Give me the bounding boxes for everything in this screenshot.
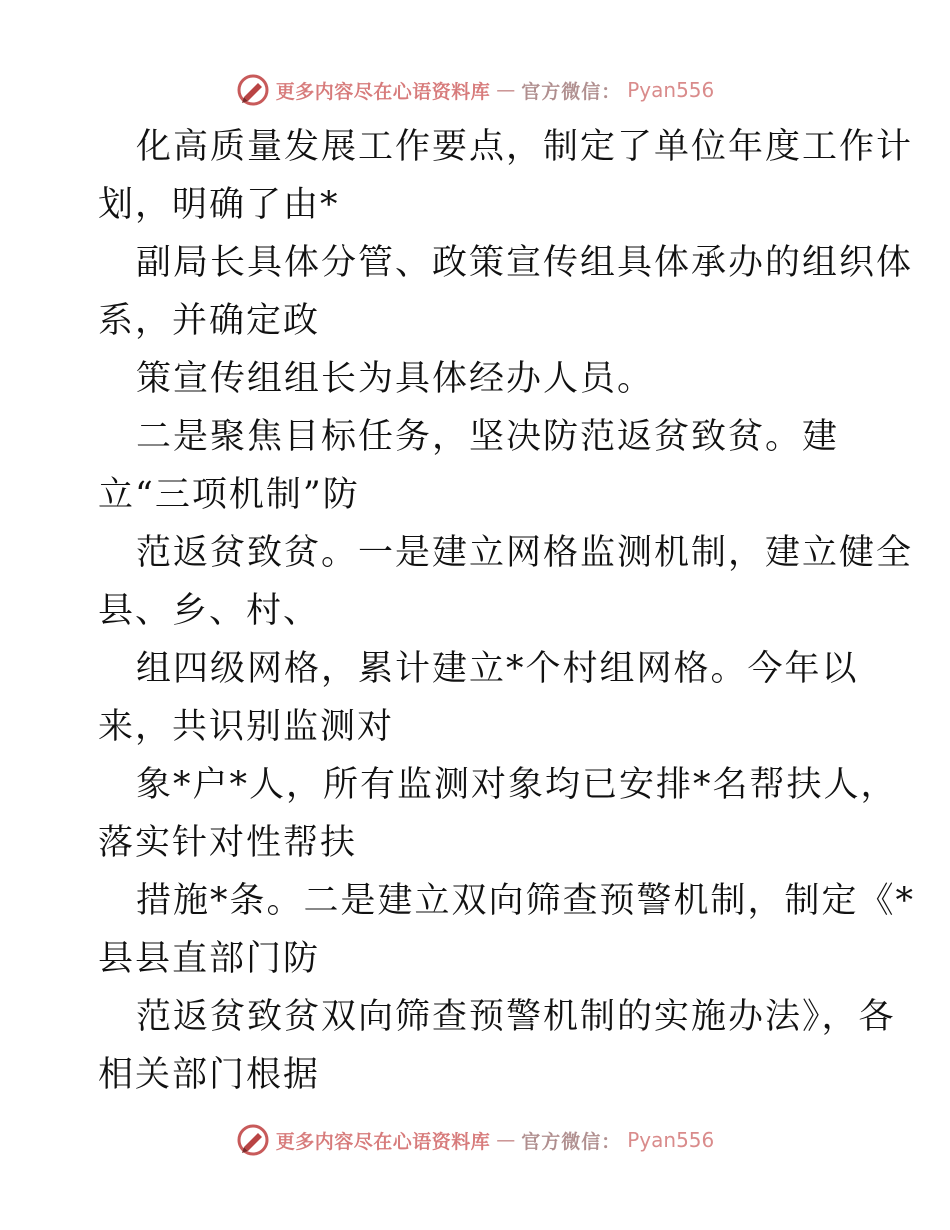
text-line: 组四级网格，累计建立*个村组网格。今年以 <box>136 649 859 689</box>
text-line: 范返贫致贫。一是建立网格监测机制，建立健全 <box>136 533 914 573</box>
text-line: 范返贫致贫双向筛查预警机制的实施办法》，各 <box>136 997 896 1037</box>
watermark-wechat-label: 官方微信： <box>521 1130 622 1153</box>
text-line: 系，并确定政 <box>98 301 321 341</box>
watermark-wechat-id: Pyan556 <box>627 1128 715 1152</box>
header-watermark <box>0 70 950 110</box>
watermark-main-text: 更多内容尽在心语资料库 <box>275 1130 491 1153</box>
text-line: 落实针对性帮扶 <box>98 823 358 863</box>
text-line: 立“三项机制”防 <box>98 475 360 515</box>
text-line: 县、乡、村、 <box>98 591 321 631</box>
watermark-wechat-label: 官方微信： <box>521 80 622 103</box>
text-line: 县县直部门防 <box>98 939 321 979</box>
text-line: 来，共识别监测对 <box>98 707 395 747</box>
text-line: 措施*条。二是建立双向筛查预警机制，制定《* <box>136 881 916 921</box>
pen-logo-icon <box>236 73 270 107</box>
watermark-separator: — <box>496 79 516 101</box>
text-line: 副局长具体分管、政策宣传组具体承办的组织体 <box>136 243 914 283</box>
watermark-separator: — <box>496 1129 516 1151</box>
text-line: 象*户*人，所有监测对象均已安排*名帮扶人， <box>136 765 898 805</box>
text-line: 划，明确了由* <box>98 185 340 225</box>
pen-logo-icon <box>236 1123 270 1157</box>
watermark-main-text: 更多内容尽在心语资料库 <box>275 80 491 103</box>
text-line: 二是聚焦目标任务，坚决防范返贫致贫。建 <box>136 417 840 457</box>
text-line: 相关部门根据 <box>98 1055 321 1095</box>
footer-watermark <box>0 1120 950 1160</box>
text-line: 策宣传组组长为具体经办人员。 <box>136 359 655 399</box>
text-line: 化高质量发展工作要点，制定了单位年度工作计 <box>136 127 914 167</box>
watermark-wechat-id: Pyan556 <box>627 78 715 102</box>
